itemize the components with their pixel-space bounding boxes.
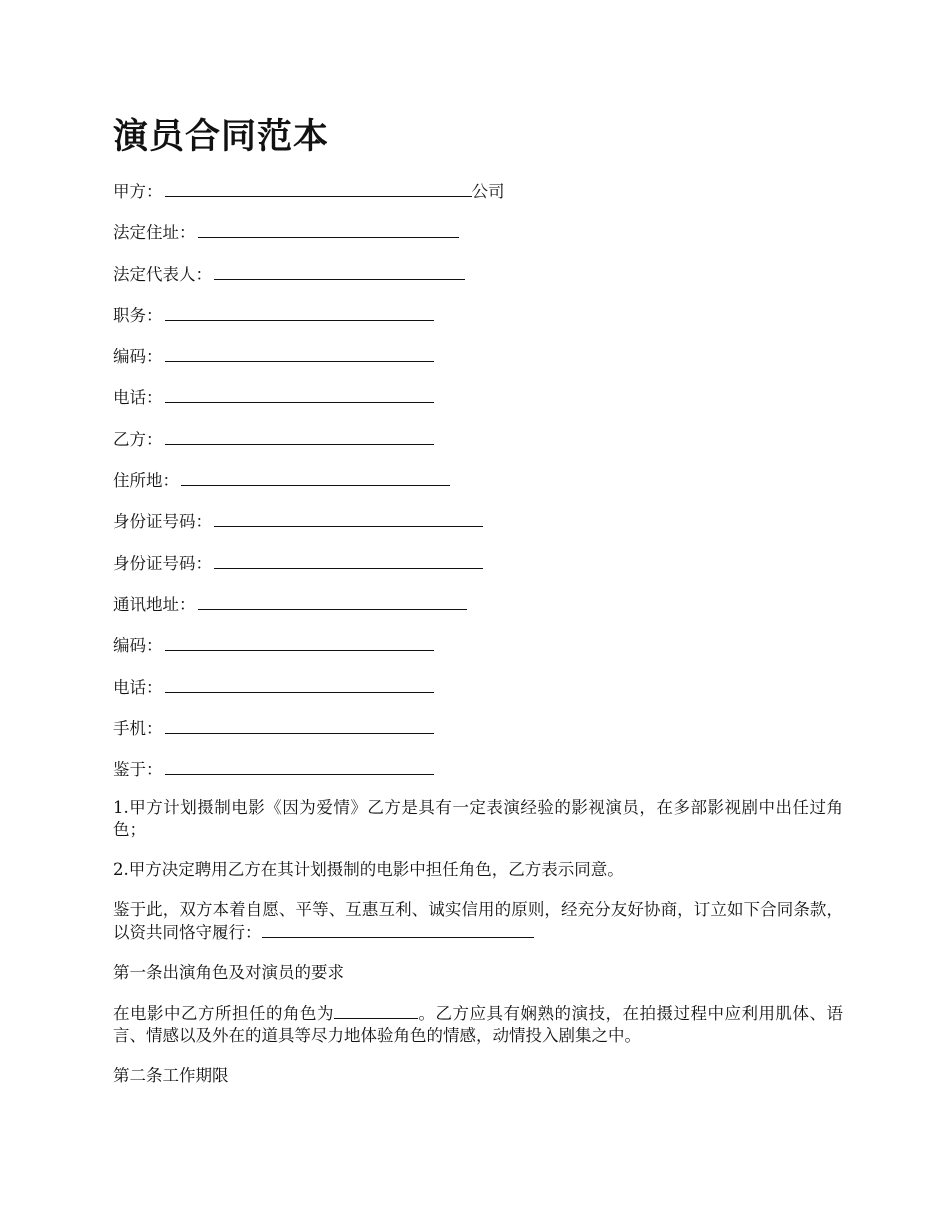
field-party-b (113, 426, 843, 467)
blank-line (165, 715, 434, 734)
article-1-body (113, 1002, 843, 1047)
field-label: 手机： (113, 718, 163, 738)
field-label: 身份证号码： (113, 512, 212, 532)
field-label: 编码： (113, 347, 163, 367)
role-blank-line (334, 1002, 418, 1019)
field-label: 鉴于： (113, 760, 163, 780)
blank-line (214, 261, 465, 280)
blank-line (214, 550, 483, 569)
blank-line (262, 921, 534, 938)
blank-line (165, 384, 434, 403)
field-label: 身份证号码： (113, 553, 212, 573)
blank-line (165, 426, 434, 445)
field-position (113, 302, 843, 343)
blank-line (198, 219, 459, 238)
field-party-a (113, 178, 843, 219)
field-id-number-2 (113, 550, 843, 591)
field-whereas (113, 756, 843, 797)
article-1-heading: 第一条出演角色及对演员的要求 (113, 963, 344, 982)
blank-line (181, 467, 450, 486)
field-label: 甲方： (113, 182, 163, 201)
article-1-text-after: 。乙方应具有娴熟的演技，在拍摄过程中应利用肌体、语言、情感以及外在的道具等尽力地体验角色的情感，动情投入剧集之中。 (113, 1004, 843, 1045)
field-label: 电话： (113, 388, 163, 408)
field-postcode-a (113, 343, 843, 384)
paragraph-preamble (113, 899, 843, 944)
paragraph-recital-2: 2.甲方决定聘用乙方在其计划摄制的电影中担任角色，乙方表示同意。 (113, 860, 624, 879)
field-label: 法定住址： (113, 223, 196, 243)
field-suffix: 公司 (471, 182, 505, 201)
party-info-fields (113, 178, 843, 797)
document-title: 演员合同范本 (113, 117, 330, 157)
field-label: 法定代表人： (113, 264, 212, 284)
field-id-number-1 (113, 508, 843, 549)
blank-line (165, 756, 434, 775)
field-phone-a (113, 384, 843, 425)
article-2-heading: 第二条工作期限 (113, 1066, 229, 1085)
field-mobile (113, 715, 843, 756)
field-legal-address (113, 219, 843, 260)
field-postcode-b (113, 632, 843, 673)
field-label: 电话： (113, 677, 163, 697)
field-label: 住所地： (113, 471, 179, 491)
blank-line (198, 591, 467, 610)
field-label: 通讯地址： (113, 594, 196, 614)
blank-line (165, 343, 434, 362)
article-1-text-before: 在电影中乙方所担任的角色为 (113, 1004, 334, 1023)
field-mailing-address (113, 591, 843, 632)
blank-line (165, 302, 434, 321)
field-label: 职务： (113, 305, 163, 325)
field-label: 编码： (113, 636, 163, 656)
preamble-text: 鉴于此，双方本着自愿、平等、互惠互利、诚实信用的原则，经充分友好协商，订立如下合同条款，以资共同恪守履行： (113, 900, 843, 942)
blank-line (165, 674, 434, 693)
blank-line (165, 632, 434, 651)
field-phone-b (113, 674, 843, 715)
field-label: 乙方： (113, 429, 163, 449)
paragraph-recital-1: 1.甲方计划摄制电影《因为爱情》乙方是具有一定表演经验的影视演员，在多部影视剧中出任过角色； (113, 798, 843, 839)
blank-line (165, 178, 472, 197)
blank-line (214, 508, 483, 527)
contract-body (113, 797, 843, 1105)
field-legal-representative (113, 261, 843, 302)
field-residence (113, 467, 843, 508)
